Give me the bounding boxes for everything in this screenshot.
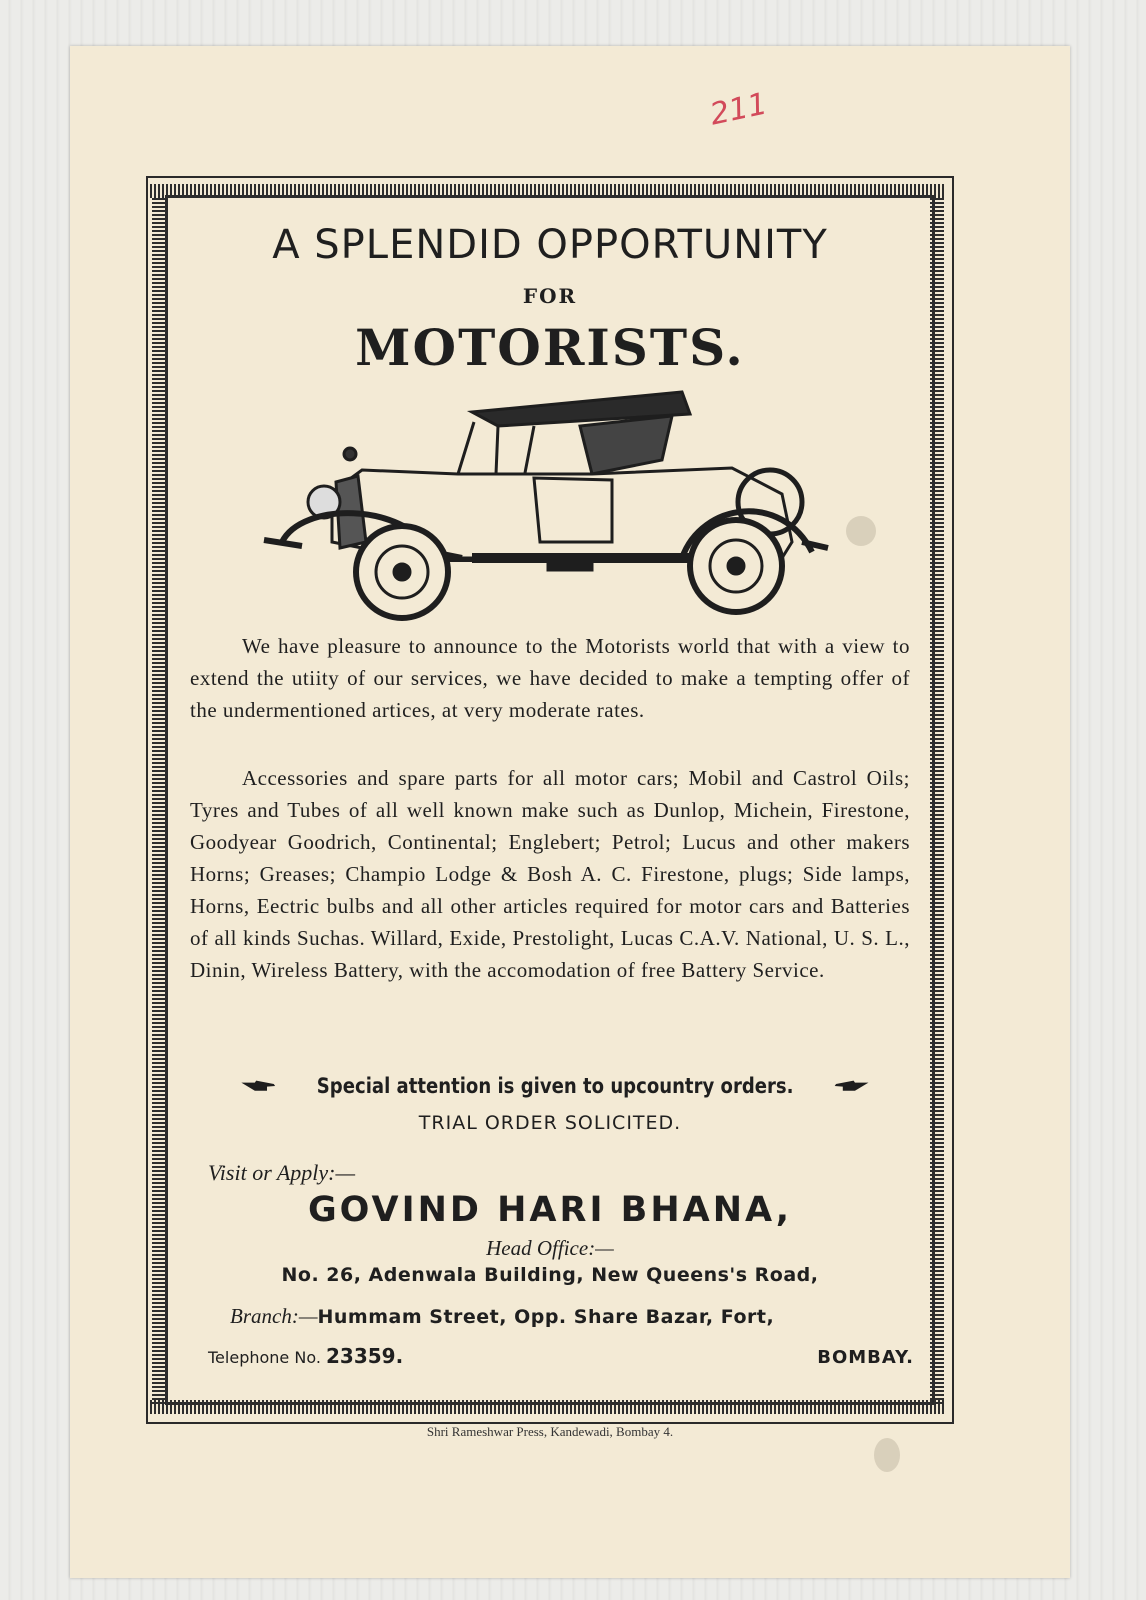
company-name: GOVIND HARI BHANA, (307, 1190, 793, 1230)
visit-label: Visit or Apply:— (208, 1160, 356, 1185)
head-office-address: No. 26, Adenwala Building, New Queens's Road, (281, 1264, 819, 1286)
pointing-hand-right-icon (240, 1075, 278, 1097)
products-paragraph: Accessories and spare parts for all motor cars; Mobil and Castrol Oils; Tyres and Tubes of all well known make such as Dunlop, Michein, Firestone, Goodyear Goodrich, Continental; Englebert; Petrol; Lucus and other makers Horns; Greases; Champio Lodge & Bosh A. C. Firestone, plugs; Side lamps, Horns, Eectric bulbs and all other articles required for motor cars and Batteries of all kinds Suchas. Willard, Exide, Prestolight, Lucas C.A.V. National, U. S. L., Dinin, Wireless Battery, with the accomodation of free Battery Service. (190, 766, 910, 982)
for-line: FOR (522, 284, 578, 308)
telephone-number: 23359. (326, 1344, 404, 1368)
border-pattern-top (150, 184, 946, 198)
branch-address: Hummam Street, Opp. Share Bazar, Fort, (317, 1306, 775, 1328)
subject-title: MOTORISTS. (355, 318, 745, 377)
city: BOMBAY. (817, 1347, 914, 1368)
border-pattern-bottom (150, 1400, 946, 1414)
special-attention-text: Special attention is given to upcountry orders. (316, 1074, 794, 1098)
intro-paragraph: We have pleasure to announce to the Motorists world that with a view to extend the utiity of our services, we have decided to make a tempting offer of the undermentioned artices, at very moderate rates. (190, 634, 910, 722)
border-pattern-right (930, 196, 944, 1404)
paper-tear (874, 1438, 900, 1472)
handwritten-page-number: 211 (706, 86, 771, 133)
special-notice (240, 1074, 870, 1098)
headline: A SPLENDID OPPORTUNITY (272, 222, 828, 268)
telephone-line (208, 1344, 914, 1368)
telephone-label: Telephone No. (208, 1348, 321, 1367)
border-pattern-left (152, 196, 166, 1404)
printer-credit: Shri Rameshwar Press, Kandewadi, Bombay 4. (426, 1424, 674, 1439)
head-office-label: Head Office:— (486, 1236, 614, 1260)
pointing-hand-left-icon (832, 1075, 870, 1097)
trial-order-text: TRIAL ORDER SOLICITED. (418, 1112, 682, 1134)
branch-line (230, 1304, 910, 1329)
branch-label: Branch:— (230, 1304, 318, 1328)
vintage-roadster-car-icon (262, 382, 838, 622)
